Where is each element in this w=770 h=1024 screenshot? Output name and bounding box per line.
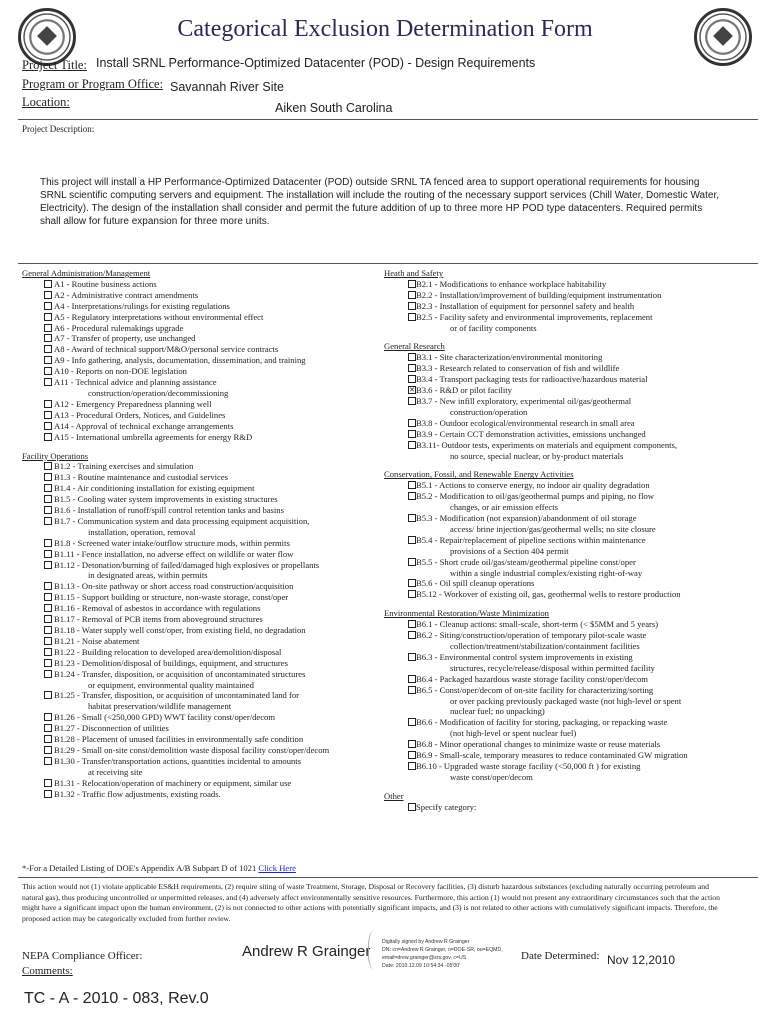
checkbox[interactable]	[408, 302, 416, 310]
category-label: A14 - Approval of technical exchange arrangements	[54, 420, 234, 431]
category-label-continuation: or over packing previously packaged waste (not high-level or spent	[450, 695, 682, 706]
category-item	[384, 301, 764, 312]
category-item	[384, 290, 764, 301]
checkbox[interactable]	[408, 364, 416, 372]
category-label: A1 - Routine business actions	[54, 278, 157, 289]
checked-checkbox[interactable]: ✕	[409, 386, 415, 395]
category-label: B6.5 - Const/oper/decom of on-site facility for characterizing/sorting	[416, 684, 654, 695]
checkbox[interactable]	[44, 561, 52, 569]
checkbox[interactable]	[408, 536, 416, 544]
category-label-continuation: nuclear fuel; no unpacking)	[450, 706, 545, 717]
category-item	[22, 410, 392, 421]
category-label-continuation: access/ brine injection/gas/geothermal wells; no site closure	[450, 523, 656, 534]
category-item	[22, 344, 392, 355]
category-label: A2 - Administrative contract amendments	[54, 289, 199, 300]
signature-mark	[368, 930, 383, 970]
category-item	[384, 385, 764, 396]
officer-label: NEPA Compliance Officer:	[22, 950, 143, 962]
section-heading: Heath and Safety	[384, 268, 444, 278]
category-item	[22, 690, 392, 712]
category-item	[22, 560, 392, 582]
location-value: Aiken South Carolina	[275, 101, 393, 115]
digital-signature-line: DN: cn=Andrew R Grainger, o=DOE-SR, ou=EQMD,	[382, 947, 503, 953]
category-label: B1.27 - Disconnection of utilities	[54, 723, 169, 734]
category-item	[384, 619, 764, 630]
category-item	[384, 396, 764, 418]
category-label: B6.2 - Siting/construction/operation of temporary pilot-scale waste	[416, 630, 647, 641]
checkbox[interactable]	[44, 517, 52, 525]
category-item	[384, 674, 764, 685]
checkbox[interactable]	[44, 757, 52, 765]
category-label: B1.6 - Installation of runoff/spill control retention tanks and basins	[54, 505, 284, 516]
checkbox[interactable]	[408, 751, 416, 759]
checkbox[interactable]	[408, 631, 416, 639]
category-item	[384, 802, 764, 813]
category-label-continuation: waste const/oper/decom	[450, 771, 533, 782]
category-label: B3.9 - Certain CCT demonstration activities, emissions unchanged	[416, 428, 646, 439]
category-label: B1.22 - Building relocation to developed area/demolition/disposal	[54, 646, 282, 657]
category-item	[22, 366, 392, 377]
category-label: B6.1 - Cleanup actions: small-scale, short-term (< $5MM and 5 years)	[416, 619, 659, 630]
checkbox[interactable]	[408, 514, 416, 522]
checkbox[interactable]	[44, 779, 52, 787]
category-item	[384, 279, 764, 290]
category-label: A9 - Info gathering, analysis, documentation, dissemination, and training	[54, 355, 306, 366]
category-item	[22, 279, 392, 290]
checkbox[interactable]	[44, 790, 52, 798]
category-item	[384, 480, 764, 491]
checkbox[interactable]	[408, 675, 416, 683]
category-label: B1.17 - Removal of PCB items from aboveground structures	[54, 614, 263, 625]
category-label: A12 - Emergency Preparedness planning well	[54, 398, 212, 409]
section-heading: Other	[384, 790, 404, 801]
checkbox[interactable]	[44, 462, 52, 470]
category-item	[22, 581, 392, 592]
category-label: B1.18 - Water supply well const/oper, from existing field, no degradation	[54, 625, 306, 635]
checkbox[interactable]	[44, 506, 52, 514]
category-item	[384, 312, 764, 334]
category-item	[384, 374, 764, 385]
header-divider	[18, 119, 758, 120]
checkbox[interactable]	[44, 334, 52, 342]
category-item	[384, 761, 764, 783]
checkbox[interactable]	[408, 686, 416, 694]
digital-signature-line: Date: 2010.12.09 10:54:34 -05'00'	[382, 963, 461, 969]
checkbox[interactable]	[44, 724, 52, 732]
category-item	[22, 614, 392, 625]
category-label: A8 - Award of technical support/M&O/personal service contracts	[54, 344, 279, 355]
category-label: A10 - Reports on non-DOE legislation	[54, 366, 187, 377]
checkbox[interactable]	[44, 691, 52, 699]
checkbox[interactable]	[408, 803, 416, 811]
category-item	[22, 734, 392, 745]
category-item	[22, 549, 392, 560]
category-item	[22, 494, 392, 505]
category-label: B1.11 - Fence installation, no adverse effect on wildlife or water flow	[54, 548, 294, 559]
category-item	[22, 516, 392, 538]
category-label: B6.10 - Upgraded waste storage facility (<50,000 ft ) for existing	[416, 760, 641, 771]
section-heading: Conservation, Fossil, and Renewable Energy Activities	[384, 469, 574, 480]
category-label: A11 - Technical advice and planning assistance	[54, 377, 217, 388]
category-label: B6.4 - Packaged hazardous waste storage facility const/oper/decom	[416, 673, 648, 684]
category-label: B3.1 - Site characterization/environmental monitoring	[416, 352, 603, 363]
digital-signature-details	[382, 938, 503, 970]
checkbox[interactable]	[408, 441, 416, 449]
category-label: B5.2 - Modification to oil/gas/geothermal pumps and piping, no flow	[416, 491, 654, 502]
checkbox[interactable]	[408, 762, 416, 770]
program-label: Program or Program Office:	[22, 77, 164, 91]
section-heading: General Research	[384, 341, 445, 352]
category-label: B1.5 - Cooling water system improvements in existing structures	[54, 494, 278, 505]
checkbox[interactable]	[408, 740, 416, 748]
category-item	[22, 756, 392, 778]
checkbox[interactable]	[408, 353, 416, 361]
category-item	[22, 301, 392, 312]
category-item	[22, 377, 392, 399]
category-item	[384, 535, 764, 557]
category-label-continuation: collection/treatment/stabilization/containment facilities	[450, 641, 640, 651]
category-label-continuation: or equipment, environmental quality maintained	[88, 679, 254, 690]
checkbox[interactable]	[44, 626, 52, 634]
category-label: B1.12 - Detonation/burning of failed/damaged high explosives or propellants	[54, 559, 320, 570]
category-item	[22, 658, 392, 669]
category-item	[22, 603, 392, 614]
category-item	[22, 399, 392, 410]
category-item	[384, 630, 764, 652]
category-label: B3.7 - New infill exploratory, experimental oil/gas/geothermal	[416, 395, 632, 406]
category-item	[22, 472, 392, 483]
category-label: B1.31 - Relocation/operation of machinery or equipment, similar use	[54, 777, 292, 788]
category-label-continuation: provisions of a Section 404 permit	[450, 545, 569, 556]
category-label: B1.30 - Transfer/transportation actions, quantities incidental to amounts	[54, 755, 302, 766]
category-label: B3.11- Outdoor tests, experiments on materials and equipment components,	[416, 439, 678, 450]
checkbox[interactable]	[44, 550, 52, 558]
checkbox[interactable]	[408, 558, 416, 566]
checkbox[interactable]	[44, 291, 52, 299]
checkbox[interactable]	[408, 620, 416, 628]
category-item	[22, 312, 392, 323]
category-label-continuation: habitat preservation/wildlife management	[88, 701, 232, 712]
comments-label: Comments:	[22, 965, 73, 977]
section-heading: Facility Operations	[22, 450, 89, 461]
category-label-continuation: in designated areas, within permits	[88, 570, 208, 581]
footnote-text: *-For a Detailed Listing of DOE's Appendix A/B Subpart D of 1021	[22, 863, 259, 873]
category-item	[22, 625, 392, 636]
category-label: B1.7 - Communication system and data processing equipment acquisition,	[54, 515, 310, 526]
left-category-column	[22, 268, 392, 800]
category-label-continuation: construction/operation	[450, 406, 528, 417]
category-item	[22, 723, 392, 734]
category-label: B1.4 - Air conditioning installation for existing equipment	[54, 483, 255, 494]
category-item	[22, 432, 392, 443]
category-item	[22, 712, 392, 723]
checkbox[interactable]	[44, 433, 52, 441]
category-item	[384, 750, 764, 761]
checkbox[interactable]	[44, 637, 52, 645]
checkbox[interactable]	[408, 718, 416, 726]
exclusion-statement: This action would not (1) violate applicable ES&H requirements, (2) require siting of waste Treatment, Storage, Disposal or Recovery facilities, (3) disturb hazardous substances (excluding naturally occurring petroleum and natural gas), thus producing uncontrolled or unpermitted releases, and (4) adversely affect environmentally sensitive resources. Furthermore, this action (1) would not present any extraordinary circumstances such that the action might have a significant impact upon the human environment, (2) is not connected to other actions with potentially significant impacts, and (3) is not related to other actions with cumulatively significant impacts. Therefore, the proposed action may be categorically excluded from further review.	[22, 882, 720, 923]
category-item	[22, 647, 392, 658]
category-label: A5 - Regulatory interpretations without environmental effect	[54, 311, 264, 322]
category-item	[384, 429, 764, 440]
checkbox[interactable]	[408, 313, 416, 321]
category-label: A15 - International umbrella agreements for energy R&D	[54, 431, 253, 442]
category-label: B2.2 - Installation/improvement of building/equipment instrumentation	[416, 289, 662, 300]
category-label: B3.8 - Outdoor ecological/environmental research in small area	[416, 417, 635, 428]
project-title-label: Project Title:	[22, 58, 87, 72]
category-label: B1.2 - Training exercises and simulation	[54, 461, 194, 472]
footnote	[22, 863, 296, 873]
description-divider	[18, 263, 758, 264]
category-item	[22, 355, 392, 366]
checkbox[interactable]	[408, 579, 416, 587]
category-label: B1.13 - On-site pathway or short access road construction/acquisition	[54, 581, 294, 592]
category-item	[22, 789, 392, 800]
category-label: B1.25 - Transfer, disposition, or acquisition of uncontaminated land for	[54, 690, 300, 701]
checkbox[interactable]	[44, 400, 52, 408]
category-label: B1.3 - Routine maintenance and custodial services	[54, 472, 228, 483]
category-item	[384, 739, 764, 750]
program-value: Savannah River Site	[170, 80, 284, 94]
project-description: This project will install a HP Performance-Optimized Datacenter (POD) outside SRNL TA fenced area to support operational requirements for housing SRNL scientific computing servers and equipment. The installation will include the routing of the necessary support services (Chill Water, Domestic Water, Electricity). The design of the installation shall consider and permit the future addition of up to three more HP POD type datacenters. Required permits shall allow for future expansion for three more units.	[40, 177, 720, 227]
checkbox[interactable]	[44, 345, 52, 353]
category-item	[384, 557, 764, 579]
section-heading: General Administration/Management	[22, 268, 151, 278]
category-label: B5.6 - Oil spill cleanup operations	[416, 578, 535, 589]
category-label: B6.9 - Small-scale, temporary measures to reduce contaminated GW migration	[416, 750, 688, 761]
category-item	[384, 685, 764, 718]
category-label: B3.3 - Research related to conservation of fish and wildlife	[416, 363, 620, 374]
category-label: A13 - Procedural Orders, Notices, and Guidelines	[54, 409, 226, 420]
location-label: Location:	[22, 95, 70, 109]
category-label: B1.29 - Small on-site const/demolition waste disposal facility const/oper/decom	[54, 744, 330, 755]
category-label: B2.3 - Installation of equipment for personnel safety and health	[416, 300, 635, 311]
checkbox[interactable]	[44, 378, 52, 386]
category-label: B1.32 - Traffic flow adjustments, existing roads.	[54, 788, 221, 799]
checkbox[interactable]	[44, 713, 52, 721]
category-label-continuation: construction/operation/decommissioning	[88, 387, 229, 398]
category-label: B1.24 - Transfer, disposition, or acquisition of uncontaminated structures	[54, 668, 306, 679]
category-label: B5.12 - Workover of existing oil, gas, geothermal wells to restore production	[416, 589, 681, 600]
checkbox[interactable]	[44, 473, 52, 481]
date-label: Date Determined:	[521, 950, 600, 962]
category-label: B3.4 - Transport packaging tests for radioactive/hazardous material	[416, 374, 648, 385]
checkbox[interactable]	[44, 648, 52, 656]
category-label-continuation: no source, special nuclear, or by-product materials	[450, 450, 624, 461]
category-item	[22, 461, 392, 472]
category-item	[384, 589, 764, 600]
category-label: B2.5 - Facility safety and environmental improvements, replacement	[416, 311, 653, 322]
category-label: B1.28 - Placement of unused facilities in environmentally safe condition	[54, 734, 304, 745]
category-label: B2.1 - Modifications to enhance workplace habitability	[416, 278, 607, 289]
checkbox[interactable]	[408, 291, 416, 299]
category-item	[384, 513, 764, 535]
category-label: B5.1 - Actions to conserve energy, no indoor air quality degradation	[416, 480, 650, 491]
category-label: B1.8 - Screened water intake/outflow structure mods, within permits	[54, 537, 290, 548]
right-category-column	[384, 268, 764, 813]
category-item	[22, 483, 392, 494]
category-item	[384, 717, 764, 739]
checkbox[interactable]	[44, 422, 52, 430]
checkbox[interactable]	[44, 735, 52, 743]
checkbox[interactable]	[44, 539, 52, 547]
checkbox[interactable]	[44, 324, 52, 332]
category-label: B1.16 - Removal of asbestos in accordance with regulations	[54, 603, 261, 614]
category-label: B1.15 - Support building or structure, non-waste storage, const/oper	[54, 592, 289, 603]
category-item	[384, 352, 764, 363]
category-item	[22, 421, 392, 432]
category-item	[22, 592, 392, 603]
checkbox[interactable]	[44, 495, 52, 503]
checkbox[interactable]	[44, 615, 52, 623]
category-item	[22, 538, 392, 549]
checkbox[interactable]	[408, 397, 416, 405]
category-label-continuation: within a single industrial complex/existing right-of-way	[450, 567, 643, 578]
checkbox[interactable]	[44, 604, 52, 612]
category-label-continuation: structures, recycle/release/disposal within permitted facility	[450, 662, 655, 673]
category-label-continuation: (not high-level or spent nuclear fuel)	[450, 728, 577, 739]
category-item	[22, 505, 392, 516]
signature-name: Andrew R Grainger	[242, 943, 371, 960]
category-label-continuation: changes, or air emission effects	[450, 502, 558, 513]
digital-signature-line: Digitally signed by Andrew R Grainger	[382, 939, 470, 945]
footnote-divider	[18, 877, 758, 878]
category-item	[22, 290, 392, 301]
category-label: B5.4 - Repair/replacement of pipeline sections within maintenance	[416, 534, 646, 545]
category-item	[384, 652, 764, 674]
checkbox[interactable]	[44, 659, 52, 667]
checkbox[interactable]	[44, 582, 52, 590]
category-label: B5.5 - Short crude oil/gas/steam/geothermal pipeline const/oper	[416, 556, 636, 567]
category-label: A4 - Interpretations/rulings for existing regulations	[54, 300, 230, 311]
checkbox[interactable]	[44, 367, 52, 375]
checkbox[interactable]	[44, 484, 52, 492]
checkbox[interactable]	[408, 492, 416, 500]
category-label: Specify category:	[416, 801, 477, 812]
checkbox[interactable]	[408, 280, 416, 288]
category-label-continuation: installation, operation, removal	[88, 526, 196, 537]
category-item	[22, 333, 392, 344]
description-label: Project Description:	[22, 124, 95, 134]
checkbox[interactable]	[408, 375, 416, 383]
checkbox[interactable]	[44, 411, 52, 419]
category-item	[384, 440, 764, 462]
category-label: B3.6 - R&D or pilot facility	[416, 385, 512, 396]
checkbox[interactable]	[408, 653, 416, 661]
checkbox[interactable]	[408, 419, 416, 427]
category-label: B5.3 - Modification (not expansion)/abandonment of oil storage	[416, 513, 637, 524]
category-item	[22, 745, 392, 756]
category-label: B6.8 - Minor operational changes to minimize waste or reuse materials	[416, 739, 661, 750]
category-item	[22, 323, 392, 334]
category-label-continuation: at receiving site	[88, 766, 143, 777]
category-item	[384, 363, 764, 374]
project-title-value: Install SRNL Performance-Optimized Datacenter (POD) - Design Requirements	[96, 56, 536, 70]
category-label: A7 - Transfer of property, use unchanged	[54, 333, 196, 344]
checkbox[interactable]	[44, 670, 52, 678]
category-label-continuation: or of facility components	[450, 322, 537, 333]
checkbox[interactable]	[44, 302, 52, 310]
checkbox[interactable]	[44, 593, 52, 601]
document-number: TC - A - 2010 - 083, Rev.0	[24, 990, 209, 1007]
checkbox[interactable]	[44, 280, 52, 288]
category-label: B1.21 - Noise abatement	[54, 635, 140, 646]
checkbox[interactable]	[44, 356, 52, 364]
category-label: B1.23 - Demolition/disposal of buildings, equipment, and structures	[54, 657, 288, 668]
category-label: A6 - Procedural rulemakings upgrade	[54, 322, 184, 333]
category-item	[22, 669, 392, 691]
section-heading: Environmental Restoration/Waste Minimization	[384, 608, 549, 619]
category-label: B6.6 - Modification of facility for storing, packaging, or repacking waste	[416, 717, 668, 728]
category-item	[384, 578, 764, 589]
checkbox[interactable]	[408, 590, 416, 598]
category-item	[22, 636, 392, 647]
checkbox[interactable]	[408, 430, 416, 438]
category-label: B6.3 - Environmental control system improvements in existing	[416, 651, 633, 662]
category-item	[384, 418, 764, 429]
checkbox[interactable]	[44, 313, 52, 321]
checkbox[interactable]	[408, 481, 416, 489]
digital-signature-line: email=drew.grainger@srs.gov, c=US	[382, 955, 467, 961]
form-title: Categorical Exclusion Determination Form	[177, 16, 593, 42]
date-value: Nov 12,2010	[607, 953, 676, 967]
category-label: B1.26 - Small (<250,000 GPD) WWT facility const/oper/decom	[54, 712, 276, 723]
category-item	[384, 491, 764, 513]
click-here-link[interactable]: Click Here	[258, 863, 296, 873]
category-item	[22, 778, 392, 789]
checkbox[interactable]	[44, 746, 52, 754]
